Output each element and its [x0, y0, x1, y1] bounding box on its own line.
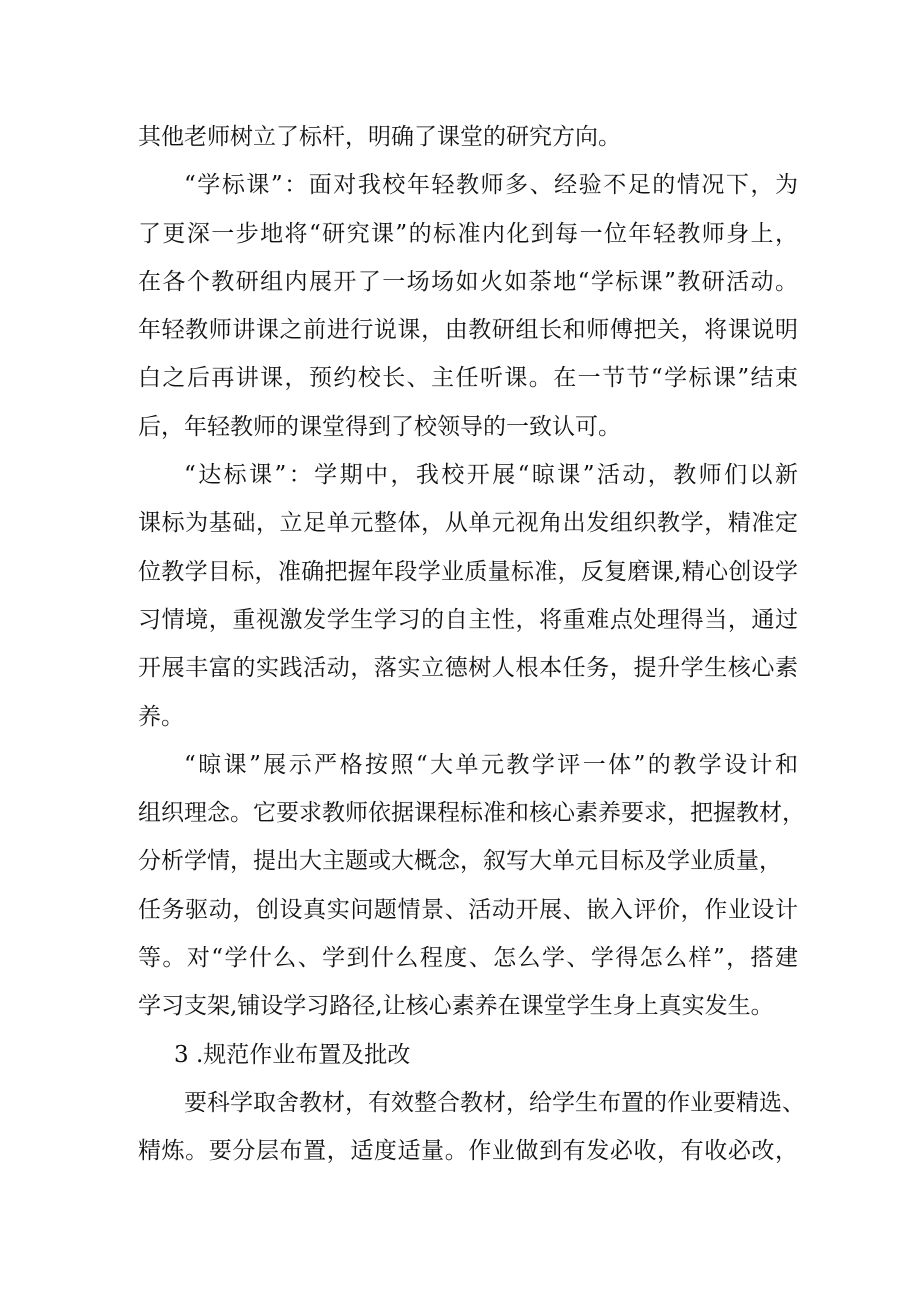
text-line: 白之后再讲课，预约校长、主任听课。在一节节“学标课”结束 [138, 365, 798, 392]
text-line: 精炼。要分层布置，适度适量。作业做到有发必收，有收必改， [138, 1138, 798, 1165]
text-line: 了更深一步地将“研究课”的标准内化到每一位年轻教师身上， [138, 220, 798, 247]
text-line: 组织理念。它要求教师依据课程标准和核心素养要求，把握教材， [138, 800, 805, 827]
text-line: 位教学目标，准确把握年段学业质量标准，反复磨课,精心创设学 [138, 558, 798, 585]
text-line: 任务驱动，创设真实问题情景、活动开展、嵌入评价，作业设计 [138, 896, 798, 923]
text-line: 课标为基础，立足单元整体，从单元视角出发组织教学，精准定 [138, 510, 798, 537]
text-line: 分析学情，提出大主题或大概念，叙写大单元目标及学业质量， [138, 848, 782, 875]
text-line: 其他老师树立了标杆，明确了课堂的研究方向。 [138, 124, 621, 150]
paragraph-dabiaoke-start: “达标课”：学期中，我校开展“晾课”活动，教师们以新 [184, 462, 798, 489]
paragraph-xuebiaoke-start: “学标课”：面对我校年轻教师多、经验不足的情况下，为 [184, 172, 798, 199]
text-line: 等。对“学什么、学到什么程度、怎么学、学得怎么样”，搭建 [138, 945, 798, 972]
text-line: 养。 [138, 703, 184, 730]
document-body [138, 113, 805, 1176]
section-heading: 3 .规范作业布置及批改 [174, 1041, 411, 1068]
text-line: 开展丰富的实践活动，落实立德树人根本任务，提升学生核心素 [138, 655, 798, 682]
text-line: 学习支架,铺设学习路径,让核心素养在课堂学生身上真实发生。 [138, 993, 774, 1020]
paragraph-homework-start: 要科学取舍教材，有效整合教材，给学生布置的作业要精选、 [184, 1089, 805, 1116]
paragraph-liangke-start: “晾课”展示严格按照“大单元教学评一体”的教学设计和 [184, 751, 798, 778]
text-line: 在各个教研组内展开了一场场如火如荼地“学标课”教研活动。 [138, 268, 798, 295]
text-line: 习情境，重视激发学生学习的自主性，将重难点处理得当，通过 [138, 606, 798, 633]
text-line: 后，年轻教师的课堂得到了校领导的一致认可。 [138, 413, 621, 440]
text-line: 年轻教师讲课之前进行说课，由教研组长和师傅把关，将课说明 [138, 317, 798, 344]
